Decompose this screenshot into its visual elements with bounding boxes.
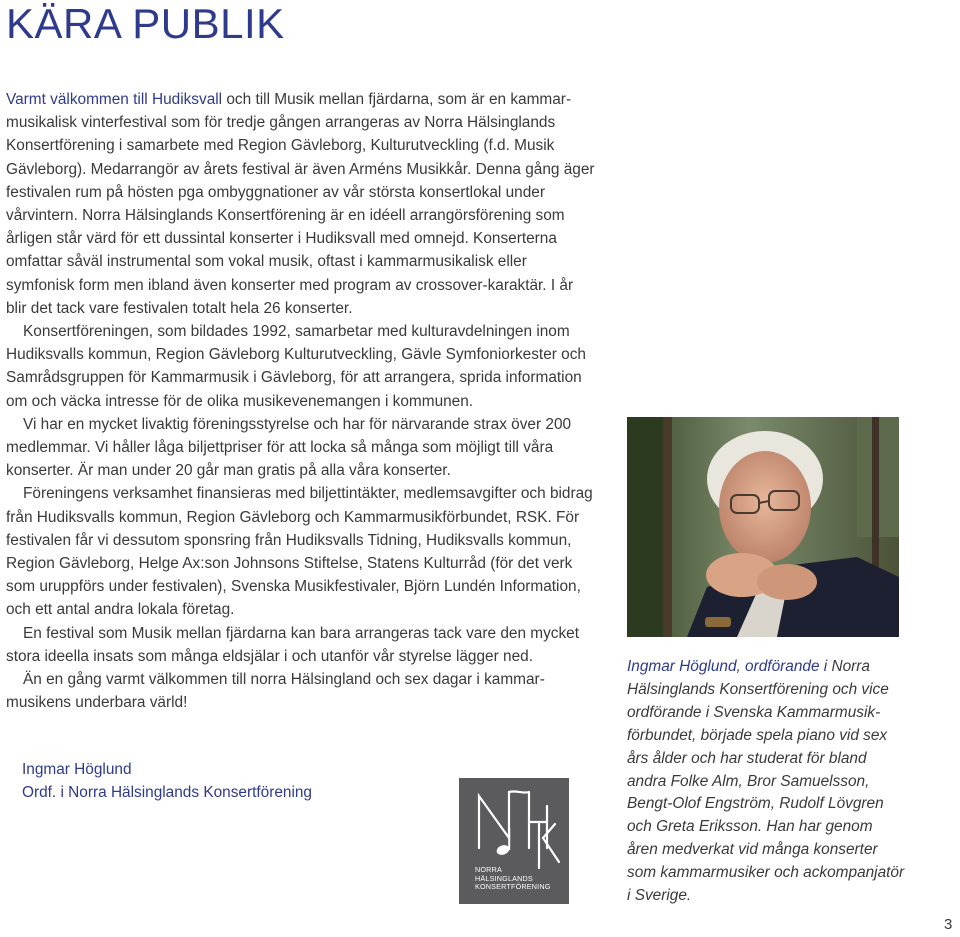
page-number: 3 xyxy=(944,916,953,933)
letter-body xyxy=(6,88,596,714)
portrait-photo xyxy=(627,417,899,637)
logo-line-2: HÄLSINGLANDS xyxy=(475,873,533,883)
logo-text xyxy=(475,866,551,892)
caption-lead: Ingmar Höglund, ordförande i xyxy=(627,658,828,675)
logo-line-3: KONSERTFÖRENING xyxy=(475,882,551,892)
page-title: KÄRA PUBLIK xyxy=(6,0,285,47)
signature-name: Ingmar Höglund xyxy=(22,761,132,778)
photo-caption xyxy=(627,656,907,908)
intro-rest: och till Musik mellan fjärdarna, som är en kammarmusikalisk vinterfestival som för tredje gången arrangeras av Norra Hälsinglands Konsertförening i samarbete med Region Gävleborg, Kulturutveckling (f.d. Musik Gävleborg). Medarrangör av årets festival är även Arméns Musikkår. Denna gång äger festivalen rum på hösten pga ombyggnationer av vår största konsertlokal under vårvintern. Norra Hälsinglands Konsertförening är en idéell arrangörsförening som årligen står värd för ett dussintal konserter i Hudiksvall med omnejd. Konserterna omfattar såväl instrumental som vokal musik, oftast i kammarmusikalisk eller symfonisk form men ibland även konserter med program av crossover-karaktär. I år blir det tack vare festivalen totalt hela 26 konserter. xyxy=(6,91,595,317)
signature-role: Ordf. i Norra Hälsinglands Konsertförening xyxy=(22,784,312,801)
intro-paragraph xyxy=(6,88,596,320)
paragraph-welcome: Än en gång varmt välkommen till norra Hälsingland och sex dagar i kammarmusikens underbara värld! xyxy=(6,671,545,712)
paragraph-funding: Föreningens verksamhet finansieras med biljettintäkter, medlemsavgifter och bidrag från Hudiksvalls kommun, Region Gävleborg och Kammarmusikförbundet, RSK. För festivalen får vi dessutom sponsring från Hudiksvalls Tidning, Hudiksvalls kommun, Region Gävleborg, Helge Ax:son Johnsons Stiftelse, Statens Kulturråd (för det verk som uruppförs under festivalen), Svenska Musikfestivaler, Björn Lundén Information, och ett antal andra lokala företag. xyxy=(6,485,593,619)
portrait-illustration xyxy=(627,417,899,637)
intro-lead: Varmt välkommen till Hudiksvall xyxy=(6,91,223,108)
paragraph-volunteers: En festival som Musik mellan fjärdarna kan bara arrangeras tack vare den mycket stora ideella insats som många eldsjälar i och utanför vår styrelse lägger ned. xyxy=(6,624,580,665)
association-logo xyxy=(459,778,569,904)
logo-line-1: NORRA xyxy=(475,865,502,874)
paragraph-members: Vi har en mycket livaktig föreningsstyrelse och har för närvarande strax över 200 medlemmar. Vi håller låga biljettpriser för att locka så många som möjligt till våra konserter. Är man under 20 går man gratis på alla våra konserter. xyxy=(6,415,572,480)
signature xyxy=(22,758,312,804)
caption-rest: Norra Hälsinglands Konsertförening och vice ordförande i Svenska Kammarmusikförbundet, började spela piano vid sex års ålder och har studerat för bland andra Folke Alm, Bror Samuelsson, Bengt-Olof Engström, Rudolf Lövgren och Greta Eriksson. Han har genom åren medverkat vid många konserter som kammarmusiker och ackompanjatör i Sverige. xyxy=(627,658,905,905)
paragraph-cooperation: Konsertföreningen, som bildades 1992, samarbetar med kulturavdelningen inom Hudiksvalls kommun, Region Gävleborg Kulturutveckling, Gävle Symfoniorkester och Samrådsgruppen för Kammarmusik i Gävleborg, för att arrangera, sprida information om och väcka intresse för de olika musikevenemangen i kommunen. xyxy=(6,323,586,410)
